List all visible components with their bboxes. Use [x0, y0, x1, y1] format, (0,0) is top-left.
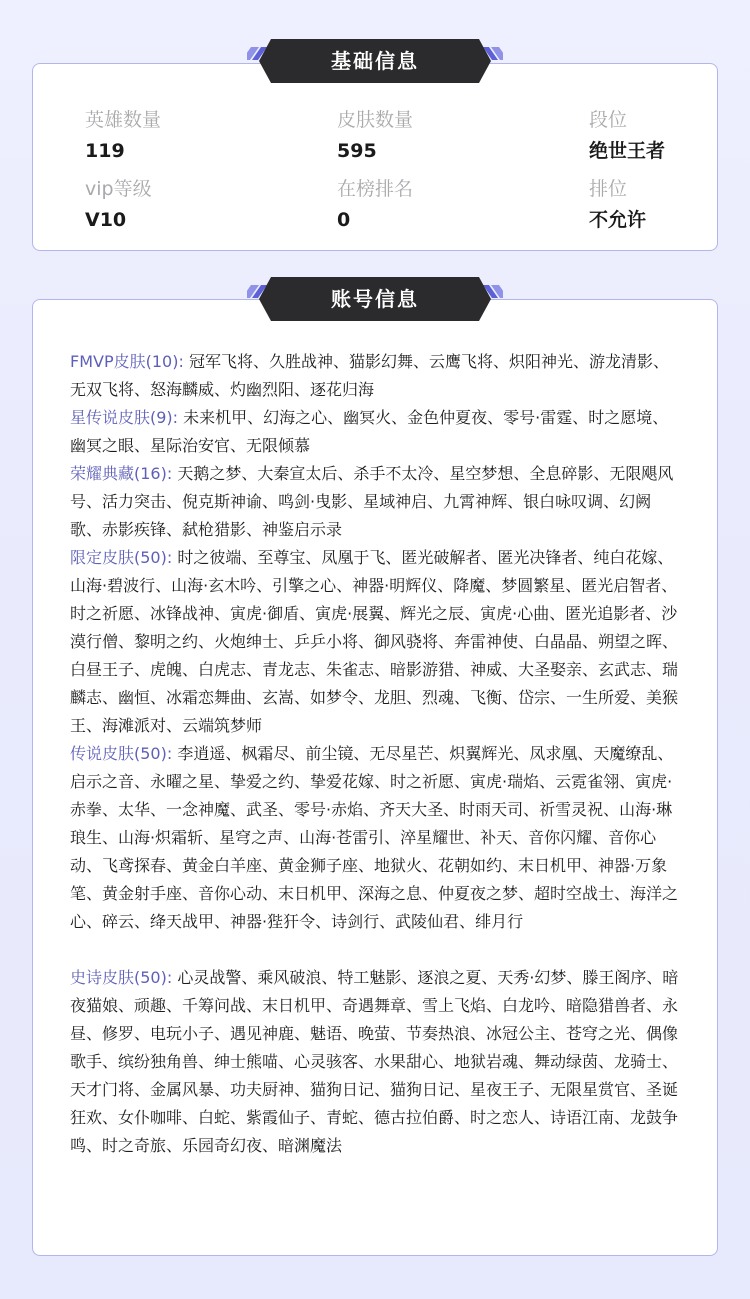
basic-info-card	[32, 63, 718, 251]
stat-value: V10	[85, 209, 127, 231]
stat-label: 皮肤数量	[337, 109, 414, 131]
stat-hero-count	[85, 108, 161, 163]
stat-label: vip等级	[85, 178, 152, 200]
section-items: 心灵战警、乘风破浪、特工魅影、逐浪之夏、天秀·幻梦、滕王阁序、暗夜猫娘、顽趣、千筹问战、末日机甲、奇遇舞章、雪上飞焰、白龙吟、暗隐猎兽者、永昼、修罗、电玩小子、遇见神鹿、魅语、晚萤、节奏热浪、冰冠公主、苍穹之光、偶像歌手、缤纷独角兽、绅士熊喵、心灵骇客、水果甜心、地狱岩魂、舞动绿茵、龙骑士、天才门将、金属风暴、功夫厨神、猫狗日记、猫狗日记、星夜王子、无限星赏官、圣诞狂欢、女仆咖啡、白蛇、紫霞仙子、青蛇、德古拉伯爵、时之恋人、诗语江南、龙鼓争鸣、时之奇旅、乐园奇幻夜、暗渊魔法	[70, 968, 679, 1155]
stat-value: 595	[337, 140, 377, 162]
skin-section-star-legend	[70, 404, 682, 460]
stat-value: 119	[85, 140, 125, 162]
section-title: 限定皮肤(50):	[70, 548, 173, 567]
section-items: 冠军飞将、久胜战神、猫影幻舞、云鹰飞将、炽阳神光、游龙清影、无双飞将、怒海麟威、灼幽烈阳、逐花归海	[70, 352, 669, 399]
stat-ranked-allowed	[589, 177, 646, 232]
section-title: 史诗皮肤(50):	[70, 968, 173, 987]
stat-rank-tier	[589, 108, 665, 163]
section-spacer	[70, 936, 682, 964]
section-items: 未来机甲、幻海之心、幽冥火、金色仲夏夜、零号·雷霆、时之愿境、幽冥之眼、星际治安官、无限倾慕	[70, 408, 669, 455]
section-title: FMVP皮肤(10):	[70, 352, 184, 371]
section-title-basic: 基础信息	[331, 49, 419, 73]
skin-section-limited	[70, 544, 682, 740]
section-items: 时之彼端、至尊宝、凤凰于飞、匿光破解者、匿光决锋者、纯白花嫁、山海·碧波行、山海·玄木吟、引擎之心、神器·明辉仪、降魔、梦圆繁星、匿光启智者、时之祈愿、冰锋战神、寅虎·御盾、寅虎·展翼、辉光之辰、寅虎·心曲、匿光追影者、沙漠行僧、黎明之约、火炮绅士、乒乒小将、御风骁将、奔雷神使、白晶晶、朔望之晖、白昼王子、虎魄、白虎志、青龙志、朱雀志、暗影游猎、神威、大圣娶亲、玄武志、瑞麟志、幽恒、冰霜恋舞曲、玄嵩、如梦令、龙胆、烈魂、飞衡、岱宗、一生所爱、美猴王、海滩派对、云端筑梦师	[70, 548, 679, 735]
skin-section-fmvp	[70, 348, 682, 404]
stat-label: 排位	[589, 178, 628, 200]
section-items: 李逍遥、枫霜尽、前尘镜、无尽星芒、炽翼辉光、凤求凰、天魔缭乱、启示之音、永曜之星、挚爱之约、挚爱花嫁、时之祈愿、寅虎·瑞焰、云霓雀翎、寅虎·赤拳、太华、一念神魔、武圣、零号·赤焰、齐天大圣、时雨天司、祈雪灵祝、山海·琳琅生、山海·炽霜斩、星穹之声、山海·苍雷引、淬星耀世、补天、音你闪耀、音你心动、飞鸢探春、黄金白羊座、黄金狮子座、地狱火、花朝如约、末日机甲、神器·万象笔、黄金射手座、音你心动、末日机甲、深海之息、仲夏夜之梦、超时空战士、海洋之心、碎云、绛天战甲、神器·狴犴令、诗剑行、武陵仙君、绯月行	[70, 744, 679, 931]
stat-value: 0	[337, 209, 351, 231]
stat-value: 不允许	[589, 209, 647, 231]
stat-label: 英雄数量	[85, 109, 162, 131]
stat-label: 在榜排名	[337, 178, 414, 200]
stat-vip-level	[85, 177, 152, 232]
section-header-basic	[247, 38, 503, 84]
skin-section-epic	[70, 964, 682, 1160]
section-items: 天鹅之梦、大秦宣太后、杀手不太冷、星空梦想、全息碎影、无限飓风号、活力突击、倪克斯神谕、鸣剑·曳影、星域神启、九霄神辉、银白咏叹调、幻阙歌、赤影疾锋、弑枪猎影、神鉴启示录	[70, 464, 674, 539]
account-info-card	[32, 299, 718, 1256]
section-title-account: 账号信息	[331, 287, 419, 311]
skin-list	[70, 348, 682, 1160]
skin-section-legend	[70, 740, 682, 936]
stat-label: 段位	[589, 109, 628, 131]
section-title: 传说皮肤(50):	[70, 744, 173, 763]
skin-section-glory-collection	[70, 460, 682, 544]
section-title: 星传说皮肤(9):	[70, 408, 179, 427]
stat-leaderboard-rank	[337, 177, 413, 232]
stat-value: 绝世王者	[589, 140, 666, 162]
stat-skin-count	[337, 108, 413, 163]
section-title: 荣耀典藏(16):	[70, 464, 173, 483]
section-header-account	[247, 276, 503, 322]
